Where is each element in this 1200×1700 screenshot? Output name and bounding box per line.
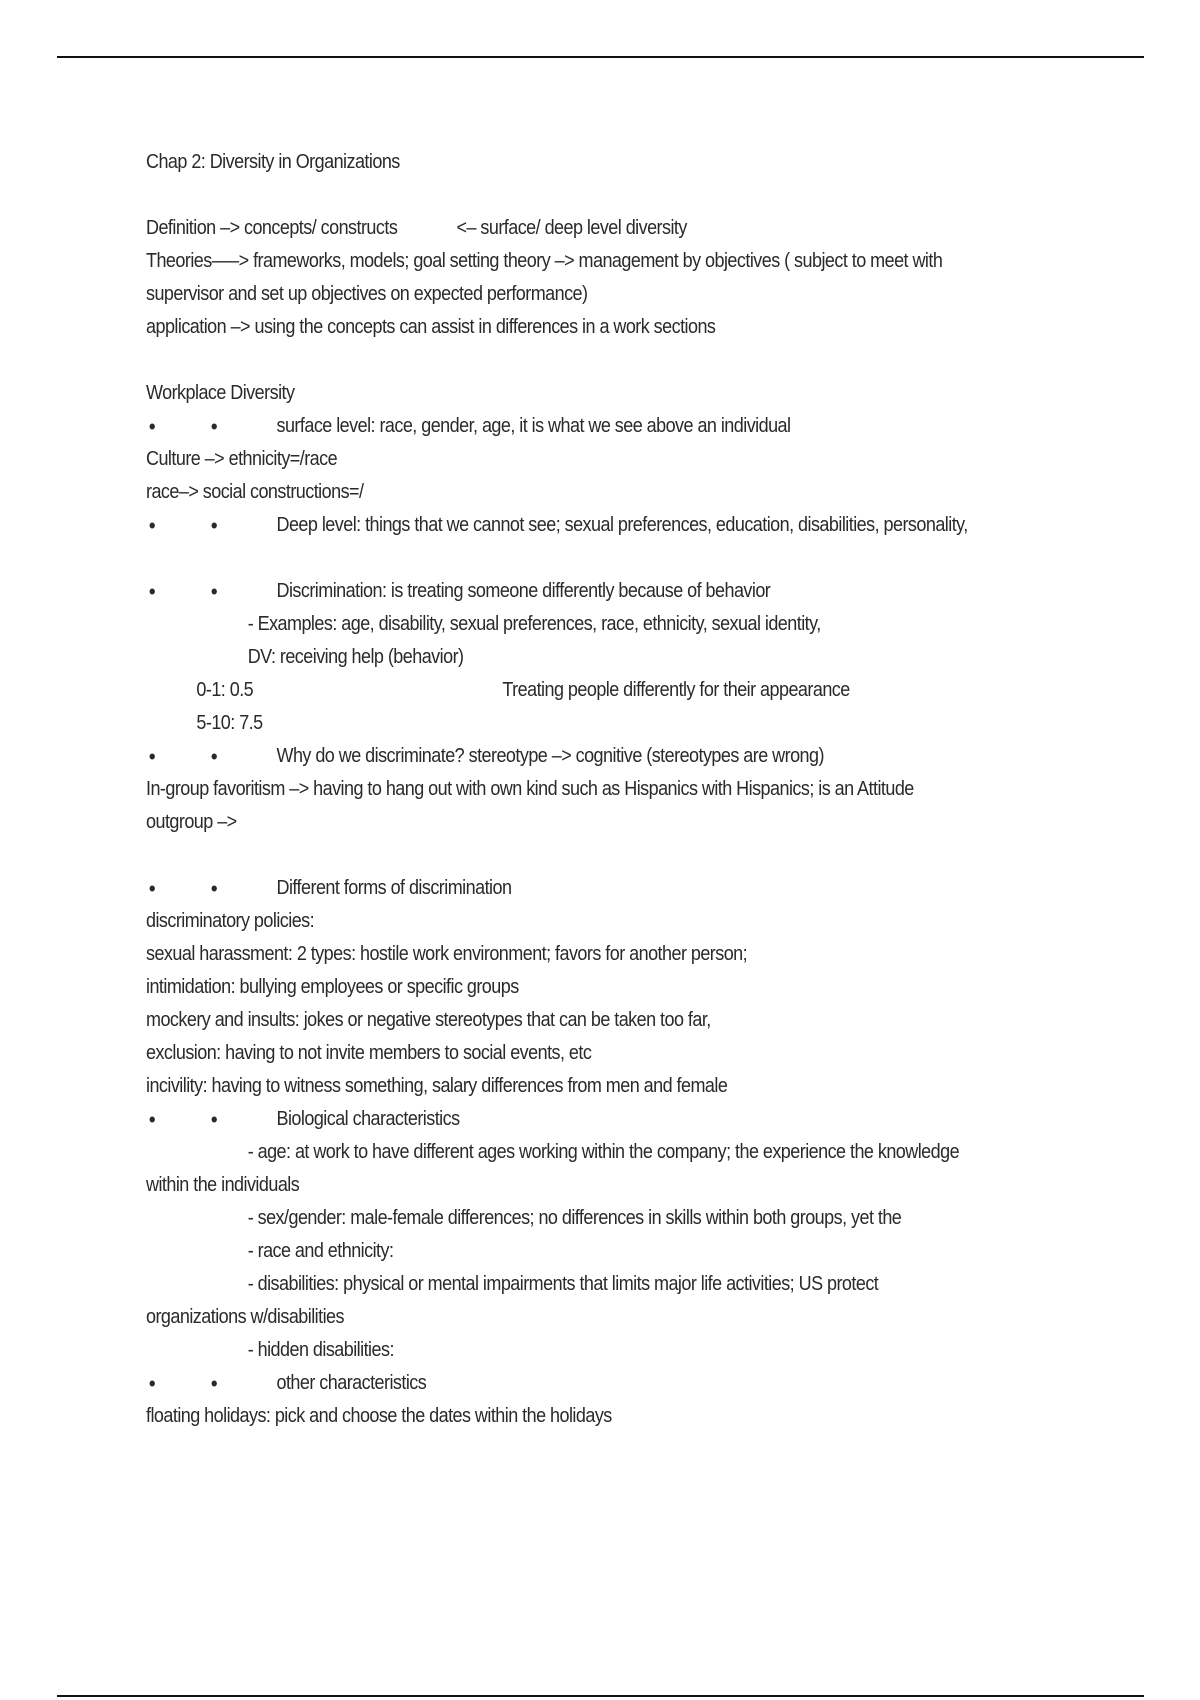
page-title: Chap 2: Diversity in Organizations — [146, 151, 400, 173]
hidden-disabilities-line: - hidden disabilities: — [247, 1339, 394, 1361]
bullet-item-why — [146, 740, 1046, 773]
bullet-text: Deep level: things that we cannot see; sexual preferences, education, disabilities, personality, — [276, 514, 968, 536]
bullet-icon: • — [210, 1107, 218, 1132]
forms-item: mockery and insults: jokes or negative stereotypes that can be taken too far, — [146, 1009, 711, 1031]
scale-line-2: 5-10: 7.5 — [196, 712, 263, 734]
ingroup-line: In-group favoritism –> having to hang out with own kind such as Hispanics with Hispanics; is an Attitude — [146, 778, 914, 800]
bullet-icon: • — [210, 579, 218, 604]
definition-line — [146, 212, 1046, 245]
theories-line-1: Theories—–> frameworks, models; goal setting theory –> management by objectives ( subject to meet with — [146, 250, 943, 272]
scale-note: Treating people differently for their appearance — [502, 679, 850, 701]
forms-item: sexual harassment: 2 types: hostile work environment; favors for another person; — [146, 943, 748, 965]
scale-value: 0-1: 0.5 — [196, 679, 254, 701]
bullet-icon: • — [210, 876, 218, 901]
bullet-icon: • — [148, 513, 156, 538]
bullet-item-surface — [146, 410, 1046, 443]
bullet-icon: • — [148, 579, 156, 604]
bullet-text: other characteristics — [276, 1372, 427, 1394]
forms-item: discriminatory policies: — [146, 910, 315, 932]
bullet-text: surface level: race, gender, age, it is what we see above an individual — [276, 415, 791, 437]
bullet-icon: • — [148, 1107, 156, 1132]
race-ethnicity-line: - race and ethnicity: — [247, 1240, 394, 1262]
bullet-item-other — [146, 1367, 1046, 1400]
bullet-item-deep — [146, 509, 1046, 542]
workplace-heading: Workplace Diversity — [146, 382, 295, 404]
disabilities-line-1: - disabilities: physical or mental impairments that limits major life activities; US protect — [247, 1273, 879, 1295]
bullet-text: Why do we discriminate? stereotype –> cognitive (stereotypes are wrong) — [276, 745, 824, 767]
floating-holidays-line: floating holidays: pick and choose the dates within the holidays — [146, 1405, 612, 1427]
bullet-icon: • — [148, 1371, 156, 1396]
bullet-icon: • — [210, 1371, 218, 1396]
bullet-text: Biological characteristics — [276, 1108, 460, 1130]
outgroup-line: outgroup –> — [146, 811, 237, 833]
bullet-icon: • — [210, 513, 218, 538]
header-rule — [57, 56, 1144, 58]
theories-line-2: supervisor and set up objectives on expected performance) — [146, 283, 588, 305]
bullet-text: Different forms of discrimination — [276, 877, 512, 899]
age-line-1: - age: at work to have different ages working within the company; the experience the knowledge — [247, 1141, 960, 1163]
scale-line-1 — [146, 674, 1046, 707]
bullet-icon: • — [210, 744, 218, 769]
bullet-text: Discrimination: is treating someone differently because of behavior — [276, 580, 771, 602]
footer-rule — [57, 1695, 1144, 1697]
bullet-item-discrimination — [146, 575, 1046, 608]
bullet-item-forms — [146, 872, 1046, 905]
sex-gender-line: - sex/gender: male-female differences; no differences in skills within both groups, yet the — [247, 1207, 902, 1229]
bullet-icon: • — [148, 414, 156, 439]
definition-note: <– surface/ deep level diversity — [456, 217, 687, 239]
forms-item: intimidation: bullying employees or specific groups — [146, 976, 519, 998]
document-body — [146, 146, 1046, 1433]
bullet-icon: • — [210, 414, 218, 439]
disabilities-line-2: organizations w/disabilities — [146, 1306, 344, 1328]
application-line: application –> using the concepts can assist in differences in a work sections — [146, 316, 716, 338]
forms-item: exclusion: having to not invite members to social events, etc — [146, 1042, 592, 1064]
bullet-item-biological — [146, 1103, 1046, 1136]
culture-line: Culture –> ethnicity=/race — [146, 448, 338, 470]
dv-line: DV: receiving help (behavior) — [247, 646, 464, 668]
definition-text: Definition –> concepts/ constructs — [146, 217, 398, 239]
race-line: race–> social constructions=/ — [146, 481, 364, 503]
bullet-icon: • — [148, 876, 156, 901]
forms-item: incivility: having to witness something, salary differences from men and female — [146, 1075, 728, 1097]
bullet-icon: • — [148, 744, 156, 769]
examples-line: - Examples: age, disability, sexual preferences, race, ethnicity, sexual identity, — [247, 613, 821, 635]
age-line-2: within the individuals — [146, 1174, 300, 1196]
